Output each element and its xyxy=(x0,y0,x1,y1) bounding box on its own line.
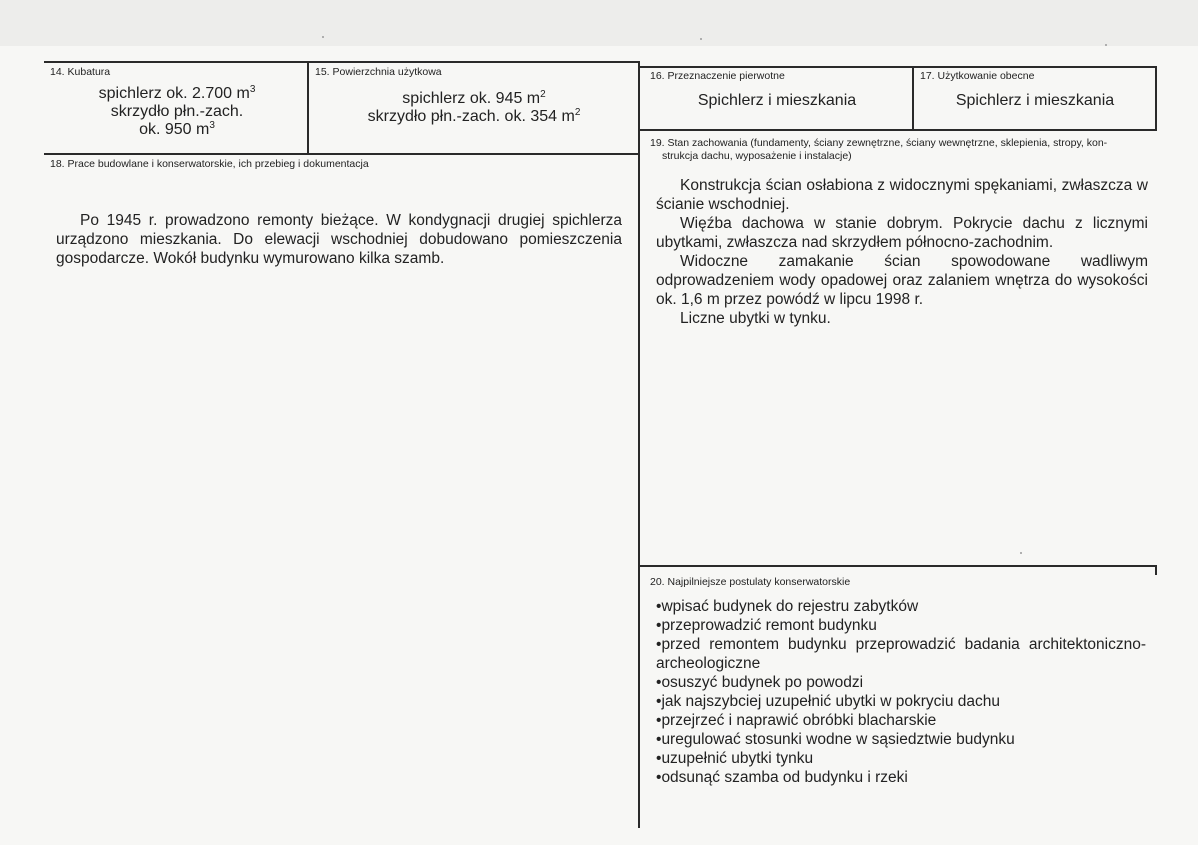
form-line xyxy=(1155,66,1157,130)
postulaty-item: • przed remontem budynku przeprowadzić badania architektoniczno-archeologiczne xyxy=(656,635,1146,673)
postulaty-item: • osuszyć budynek po powodzi xyxy=(656,673,1146,692)
scan-top-band xyxy=(0,0,1198,46)
form-line xyxy=(640,66,1156,68)
prace-label: 18. Prace budowlane i konserwatorskie, ich przebieg i dokumentacja xyxy=(50,158,369,170)
form-line xyxy=(638,61,640,828)
postulaty-list xyxy=(656,597,1146,787)
postulaty-item: • odsunąć szamba od budynku i rzeki xyxy=(656,768,1146,787)
powierzchnia-line-2 xyxy=(310,108,638,126)
prace-text-block xyxy=(56,211,622,268)
postulaty-item: • uregulować stosunki wodne w sąsiedztwie budynku xyxy=(656,730,1146,749)
kubatura-line-3-sup: 3 xyxy=(209,120,215,131)
form-line xyxy=(912,66,914,130)
postulaty-item: • jak najszybciej uzupełnić ubytki w pokryciu dachu xyxy=(656,692,1146,711)
kubatura-label: 14. Kubatura xyxy=(50,66,111,78)
stan-text-block xyxy=(656,176,1148,328)
powierzchnia-line-1-text: spichlerz ok. 945 m xyxy=(402,90,541,107)
postulaty-item: • uzupełnić ubytki tynku xyxy=(656,749,1146,768)
postulaty-item: • wpisać budynek do rejestru zabytków xyxy=(656,597,1146,616)
powierzchnia-line-2-text: skrzydło płn.-zach. ok. 354 m xyxy=(367,108,575,125)
prace-paragraph: Po 1945 r. prowadzono remonty bieżące. W kondygnacji drugiej spichlerza urządzono mieszkania. Do elewacji wschodniej dobudowano pomieszczenia gospodarcze. Wokół budynku wymurowano kilka szamb. xyxy=(56,212,622,267)
kubatura-value xyxy=(46,85,308,139)
kubatura-line-1 xyxy=(46,85,308,103)
form-line xyxy=(44,61,640,63)
przeznaczenie-value: Spichlerz i mieszkania xyxy=(697,92,857,109)
form-line xyxy=(914,129,1157,131)
stan-paragraph-3: Widoczne zamakanie ścian spowodowane wadliwym odprowadzeniem wody opadowej oraz zalaniem wnętrza do wysokości ok. 1,6 m przez powódź w lipcu 1998 r. xyxy=(656,253,1148,308)
kubatura-line-3 xyxy=(46,121,308,139)
kubatura-line-3-text: ok. 950 m xyxy=(139,121,210,138)
scan-speck xyxy=(1105,44,1107,46)
powierzchnia-line-1 xyxy=(310,90,638,108)
powierzchnia-label: 15. Powierzchnia użytkowa xyxy=(315,66,442,78)
postulaty-item: • przejrzeć i naprawić obróbki blacharskie xyxy=(656,711,1146,730)
kubatura-line-1-sup: 3 xyxy=(249,84,256,95)
powierzchnia-value xyxy=(310,90,638,126)
form-line xyxy=(44,153,640,155)
form-line xyxy=(640,565,1157,567)
powierzchnia-line-2-sup: 2 xyxy=(574,107,581,118)
stan-paragraph-1: Konstrukcja ścian osłabiona z widocznymi spękaniami, zwłaszcza w ścianie wschodniej. xyxy=(656,177,1148,213)
stan-paragraph-4: Liczne ubytki w tynku. xyxy=(680,310,831,327)
przeznaczenie-label: 16. Przeznaczenie pierwotne xyxy=(650,70,785,82)
kubatura-line-2: skrzydło płn.-zach. xyxy=(110,103,244,120)
kubatura-line-1-text: spichlerz ok. 2.700 m xyxy=(98,85,250,102)
form-line xyxy=(640,129,916,131)
uzytkowanie-label: 17. Użytkowanie obecne xyxy=(920,70,1035,82)
postulaty-label: 20. Najpilniejsze postulaty konserwatorskie xyxy=(650,576,851,588)
scan-speck xyxy=(1020,552,1022,554)
powierzchnia-line-1-sup: 2 xyxy=(540,89,546,100)
scan-speck xyxy=(322,36,324,38)
stan-paragraph-2: Więźba dachowa w stanie dobrym. Pokrycie dachu z licznymi ubytkami, zwłaszcza nad skrzydłem północno-zachodnim. xyxy=(656,215,1148,251)
postulaty-item: • przeprowadzić remont budynku xyxy=(656,616,1146,635)
stan-label-line-1: 19. Stan zachowania (fundamenty, ściany zewnętrzne, ściany wewnętrzne, sklepienia, stropy, kon- xyxy=(650,137,1108,149)
uzytkowanie-value: Spichlerz i mieszkania xyxy=(955,92,1115,109)
stan-label-line-2: strukcja dachu, wyposażenie i instalacje) xyxy=(662,150,852,162)
scan-speck xyxy=(700,38,702,40)
